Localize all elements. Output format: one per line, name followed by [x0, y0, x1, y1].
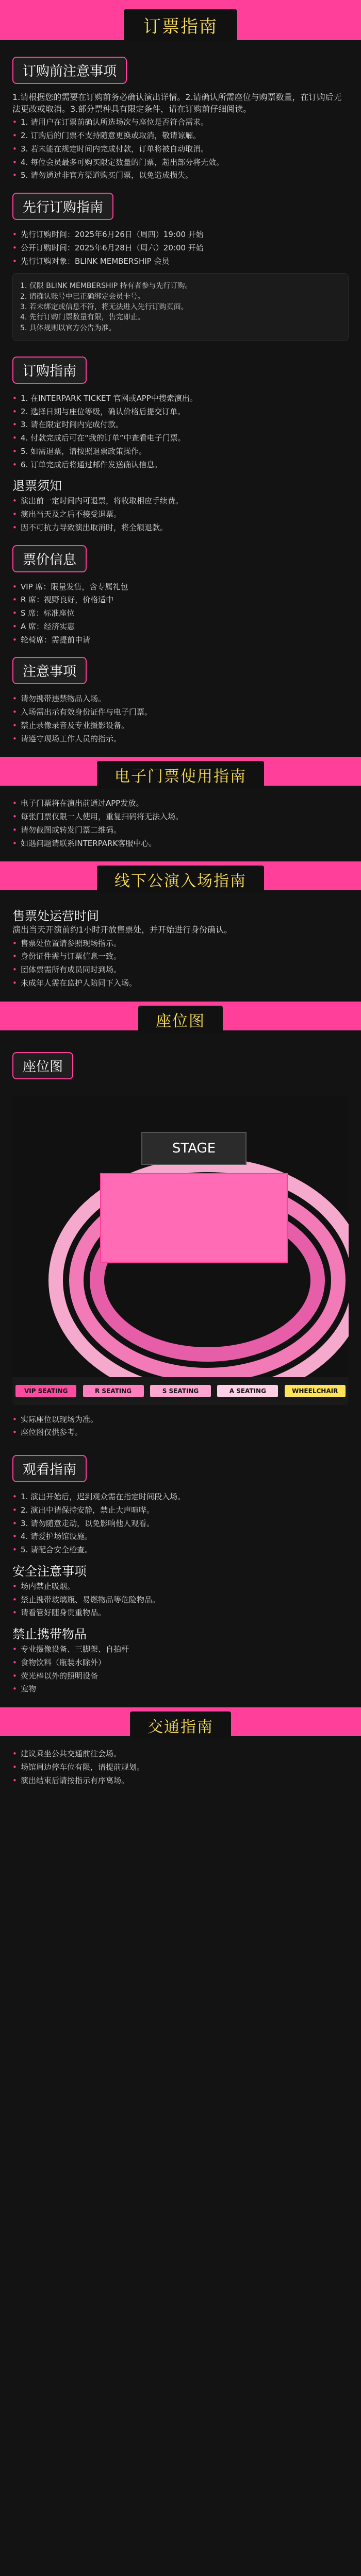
seatmap-section [0, 1043, 361, 1087]
ban-title: 禁止携带物品 [12, 1627, 87, 1642]
entrance-item: • 团体票需所有成员同时到场。 [12, 964, 349, 976]
pricing-item: • A 席：经济实惠 [12, 621, 349, 633]
floor-seating [100, 1173, 288, 1263]
seatmap-note: • 座位图仅供参考。 [12, 1427, 349, 1438]
presale-note: 3. 若未绑定或信息不符，将无法进入先行订购页面。 [20, 302, 188, 311]
presale-item: • 公开订购时间：2025年6月28日（周六）20:00 开始 [12, 243, 349, 254]
booking-item: • 4. 每位会员最多可购买限定数量的门票，超出部分将无效。 [12, 157, 349, 168]
refund-item: • 演出当天及之后不接受退票。 [12, 509, 349, 520]
ticket-use-section [0, 798, 361, 849]
refund-item: • 因不可抗力导致演出取消时，将全额退款。 [12, 522, 349, 534]
transport-item: • 建议乘坐公共交通前往会场。 [12, 1749, 349, 1760]
guide-title: 观看指南 [12, 1455, 87, 1482]
page-title: 订票指南 [124, 9, 237, 41]
transport-section [0, 1749, 361, 1786]
entrance-list [12, 938, 349, 989]
ban-item: • 专业摄像设备、三脚架、自拍杆 [12, 1644, 349, 1655]
transport-list [12, 1749, 349, 1786]
stage-label: STAGE [141, 1132, 247, 1165]
guide-item: • 1. 演出开始后，迟到观众需在指定时间段入场。 [12, 1492, 349, 1503]
presale-note: 5. 具体规则以官方公告为准。 [20, 324, 116, 332]
safety-item: • 请看管好随身贵重物品。 [12, 1607, 349, 1619]
transport-band [0, 1707, 361, 1736]
entrance-subtitle: 售票处运营时间 [12, 909, 99, 924]
safety-item: • 场内禁止吸烟。 [12, 1581, 349, 1592]
presale-title: 先行订购指南 [12, 193, 113, 220]
etc-item: • 禁止录像录音及专业摄影设备。 [12, 720, 349, 732]
entrance-line: 演出当天开演前约1小时开放售票处，并开始进行身份确认。 [12, 925, 233, 935]
legend-a: A SEATING [217, 1385, 278, 1397]
refund-title: 退票须知 [12, 479, 62, 494]
pricing-item: • VIP 席：限量发售，含专属礼包 [12, 582, 349, 593]
etc-title: 注意事项 [12, 657, 87, 684]
presale-list [12, 229, 349, 267]
presale-note: 4. 先行订购门票数量有限，售完即止。 [20, 313, 145, 322]
ticket-use-list [12, 798, 349, 849]
ban-list [12, 1644, 349, 1695]
transport-item: • 演出结束后请按指示有序离场。 [12, 1775, 349, 1787]
legend-r: R SEATING [83, 1385, 144, 1397]
seatmap-title: 座位图 [138, 1006, 223, 1033]
ban-item: • 食物饮料（瓶装水除外） [12, 1657, 349, 1669]
etc-item: • 请勿携带违禁物品入场。 [12, 693, 349, 705]
guide-item: • 3. 请勿随意走动，以免影响他人观看。 [12, 1518, 349, 1530]
entrance-band [0, 861, 361, 890]
presale-item: • 先行订购对象：BLINK MEMBERSHIP 会员 [12, 256, 349, 267]
booking-section [0, 47, 361, 744]
ticket-use-item: • 请勿截图或转发门票二维码。 [12, 825, 349, 836]
seatmap-note-list [12, 1414, 349, 1439]
seatmap-subtitle: 座位图 [12, 1052, 73, 1079]
ban-item: • 荧光棒以外的照明设备 [12, 1671, 349, 1682]
seatmap-band [0, 1002, 361, 1030]
refund-item: • 演出前一定时间内可退票，将收取相应手续费。 [12, 496, 349, 507]
header-band [0, 0, 361, 40]
guide-item: • 2. 演出中请保持安静，禁止大声喧哗。 [12, 1505, 349, 1516]
etc-item: • 请遵守现场工作人员的指示。 [12, 734, 349, 745]
payment-list [12, 393, 349, 471]
booking-lead: 1.请根据您的需要在订购前务必确认演出详情。2.请确认所需座位与购票数量，在订购后无法更改或取消。3.部分票种具有限定条件，请在订购前仔细阅读。 [12, 92, 342, 114]
ticket-use-item: • 电子门票将在演出前通过APP发放。 [12, 798, 349, 809]
booking-item: • 5. 请勿通过非官方渠道购买门票，以免造成损失。 [12, 170, 349, 181]
transport-title: 交通指南 [130, 1711, 231, 1739]
pricing-list [12, 582, 349, 646]
legend-vip: VIP SEATING [15, 1385, 76, 1397]
pricing-item: • 轮椅席：需提前申请 [12, 635, 349, 646]
presale-item: • 先行订购时间：2025年6月26日（周四）19:00 开始 [12, 229, 349, 241]
payment-item: • 6. 订单完成后将通过邮件发送确认信息。 [12, 460, 349, 471]
ban-item: • 宠物 [12, 1684, 349, 1695]
guide-list [12, 1492, 349, 1556]
booking-list [12, 117, 349, 181]
ticket-use-item: • 如遇问题请联系INTERPARK客服中心。 [12, 838, 349, 850]
payment-item: • 4. 付款完成后可在“我的订单”中查看电子门票。 [12, 433, 349, 444]
ticket-use-item: • 每张门票仅限一人使用，重复扫码将无法入场。 [12, 811, 349, 823]
guide-item: • 4. 请爱护场馆设施。 [12, 1531, 349, 1543]
etc-item: • 入场需出示有效身份证件与电子门票。 [12, 707, 349, 718]
guide-section [0, 1446, 361, 1695]
entrance-title: 线下公演入场指南 [97, 866, 264, 893]
pricing-item: • R 席：视野良好，价格适中 [12, 595, 349, 606]
refund-list [12, 496, 349, 533]
entrance-section [0, 903, 361, 989]
etc-list [12, 693, 349, 744]
pricing-item: • S 席：标准座位 [12, 608, 349, 619]
booking-item: • 3. 若未能在规定时间内完成付款，订单将被自动取消。 [12, 144, 349, 155]
booking-title: 订购前注意事项 [12, 57, 127, 84]
entrance-item: • 未成年人需在监护人陪同下入场。 [12, 978, 349, 989]
payment-item: • 1. 在INTERPARK TICKET 官网或APP中搜索演出。 [12, 393, 349, 404]
entrance-item: • 售票处位置请参照现场指示。 [12, 938, 349, 950]
seatmap-notes [12, 1414, 349, 1439]
payment-item: • 5. 如需退票，请按照退票政策操作。 [12, 446, 349, 457]
payment-item: • 2. 选择日期与座位等级，确认价格后提交订单。 [12, 406, 349, 418]
guide-item: • 5. 请配合安全检查。 [12, 1545, 349, 1556]
pricing-title: 票价信息 [12, 545, 87, 572]
payment-item: • 3. 请在限定时间内完成付款。 [12, 419, 349, 431]
transport-item: • 场馆周边停车位有限，请提前规划。 [12, 1762, 349, 1773]
seat-map [12, 1096, 349, 1405]
booking-item: • 2. 订购后的门票不支持随意更换或取消，敬请谅解。 [12, 130, 349, 142]
ticket-use-title: 电子门票使用指南 [97, 761, 264, 789]
presale-note: 2. 请确认账号中已正确绑定会员卡号。 [20, 292, 145, 301]
seat-legend [12, 1377, 349, 1405]
booking-item: • 1. 请用户在订票前确认所选场次与座位是否符合需求。 [12, 117, 349, 128]
presale-notes [12, 273, 349, 341]
entrance-item: • 身份证件需与订票信息一致。 [12, 951, 349, 962]
legend-s: S SEATING [150, 1385, 211, 1397]
safety-title: 安全注意事项 [12, 1564, 87, 1579]
payment-title: 订购指南 [12, 357, 87, 384]
legend-wheelchair: WHEELCHAIR [285, 1385, 346, 1397]
safety-list [12, 1581, 349, 1619]
ticket-use-band [0, 757, 361, 786]
presale-note: 1. 仅限 BLINK MEMBERSHIP 持有者参与先行订购。 [20, 282, 192, 291]
seatmap-note: • 实际座位以现场为准。 [12, 1414, 349, 1426]
safety-item: • 禁止携带玻璃瓶、易燃物品等危险物品。 [12, 1595, 349, 1606]
